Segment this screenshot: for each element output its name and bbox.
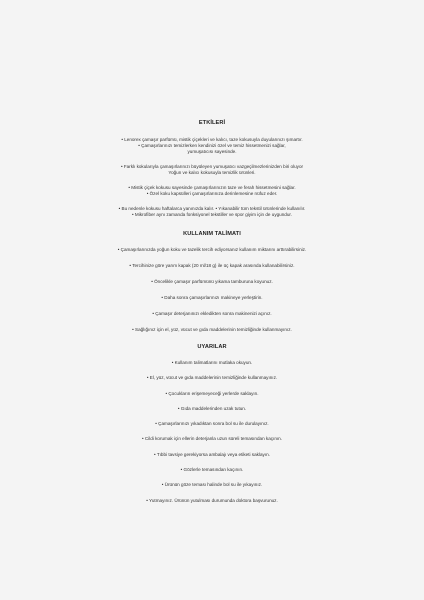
usage-item-line: • Çamaşırlarınızda yoğun koku ve tazelik tercih ediyorsanız kullanım miktarını arttırabilirsiniz.	[117, 247, 307, 252]
warning-item-line: • Tıbbi tavsiye gerekiyorsa ambalajı veya etiketi saklayın.	[154, 451, 270, 457]
warning-item	[32, 498, 392, 504]
warning-item-line: • Yutmayınız. Ürünün yutulması durumunda doktora başvurunuz.	[146, 497, 278, 503]
effects-item-line: • Bu nedenle kokusu haftalarca yanınızda kalır. • Yıkanabilir tüm tekstil ürünlerinde kullanılır.	[118, 206, 306, 211]
effects-item-line: • Çamaşırlarınızı temizlerken kendinizi özel ve temiz hissetmenizi sağlar,	[138, 143, 286, 148]
effects-item-line: • Farklı kokularıyla çamaşırlarınızı büyüleyen yumuşatıcı vazgeçilmezlerinizden biri oluyor	[120, 164, 304, 169]
effects-item-line: • Özel koku kapsülleri çamaşırlarınıza derinlemesine nüfuz eder.	[146, 191, 278, 196]
effects-item-line: • Mikrofiber aynı zamanda fonksiyonel tekstiller ve spor giyim için de uygundur.	[132, 212, 292, 217]
usage-item	[32, 327, 392, 333]
warning-item-line: • Kullanım talimatlarını mutlaka okuyun.	[171, 360, 253, 365]
section-title-usage: KULLANIM TALİMATI	[183, 231, 241, 237]
usage-item	[32, 247, 392, 253]
warning-item-line: • El, yüz, vücut ve gıda maddelerinin temizliğinde kullanmayınız.	[146, 375, 278, 381]
warning-item-line: • Gıda maddelerinden uzak tutun.	[177, 405, 247, 411]
warning-item	[32, 375, 392, 381]
effects-item	[32, 185, 392, 197]
usage-item-line: • Öncelikle çamaşır parfümünü yıkama tamburuna koyunuz.	[151, 279, 273, 284]
warning-item-line: • Gözlerle temasından kaçının.	[180, 467, 244, 473]
usage-item-line: • Daha sonra çamaşırlarınızı makineye yerleştirin.	[161, 295, 263, 300]
effects-item-line: yumuşatıcısı sayesinde.	[187, 149, 237, 154]
section-title-warnings: UYARILAR	[197, 344, 227, 350]
warning-item	[32, 391, 392, 397]
effects-item-line: • Mistik çiçek kokusu sayesinde çamaşırlarınızın taze ve ferah hissetmesini sağlar.	[128, 185, 296, 190]
usage-item	[32, 279, 392, 285]
section-title-effects: ETKİLERİ	[198, 120, 226, 126]
warning-item-line: • Cildi korumak için ellerin deterjanla uzun süreli temasından kaçının.	[142, 436, 282, 442]
section-usage	[0, 231, 424, 333]
usage-item	[32, 311, 392, 317]
usage-item	[32, 263, 392, 269]
usage-item-line: • Çamaşır deterjanınızı ekledikten sonra makinenizi açınız.	[152, 311, 272, 316]
warning-item	[32, 360, 392, 366]
section-effects	[0, 120, 424, 218]
warning-item	[32, 452, 392, 458]
effects-item-line: • Lenorex çamaşır parfümü, mistik çiçekleri ve kalıcı, taze kokusuyla duyularınızı şımartır.	[121, 137, 303, 142]
warning-item-line: • Ürünün göze teması halinde bol su ile yıkayınız.	[161, 482, 263, 488]
warning-item	[32, 421, 392, 427]
warning-item	[32, 482, 392, 488]
effects-item	[32, 164, 392, 176]
effects-item-line: Yoğun ve kalıcı kokusuyla temizlik ürünleri.	[168, 170, 256, 175]
document-content	[0, 120, 424, 513]
usage-item	[32, 295, 392, 301]
effects-item	[32, 137, 392, 155]
warning-item-line: • Çocukların erişemeyeceği yerlerde saklayın.	[165, 390, 259, 396]
usage-item-line: • Sağlığınız için el, yüz, vücut ve gıda maddelerinin temizliğinde kullanmayınız.	[132, 327, 292, 332]
warning-item	[32, 406, 392, 412]
warning-item	[32, 436, 392, 442]
usage-item-line: • Tercihinize göre yarım kapak (20 ml/18 g) ile üç kapak arasında kullanabilirsiniz.	[129, 263, 295, 268]
section-warnings	[0, 344, 424, 504]
effects-item	[32, 206, 392, 218]
warning-item-line: • Çamaşırlarınızı yıkadıktan sonra bol su ile durulayınız.	[155, 421, 269, 427]
warning-item	[32, 467, 392, 473]
